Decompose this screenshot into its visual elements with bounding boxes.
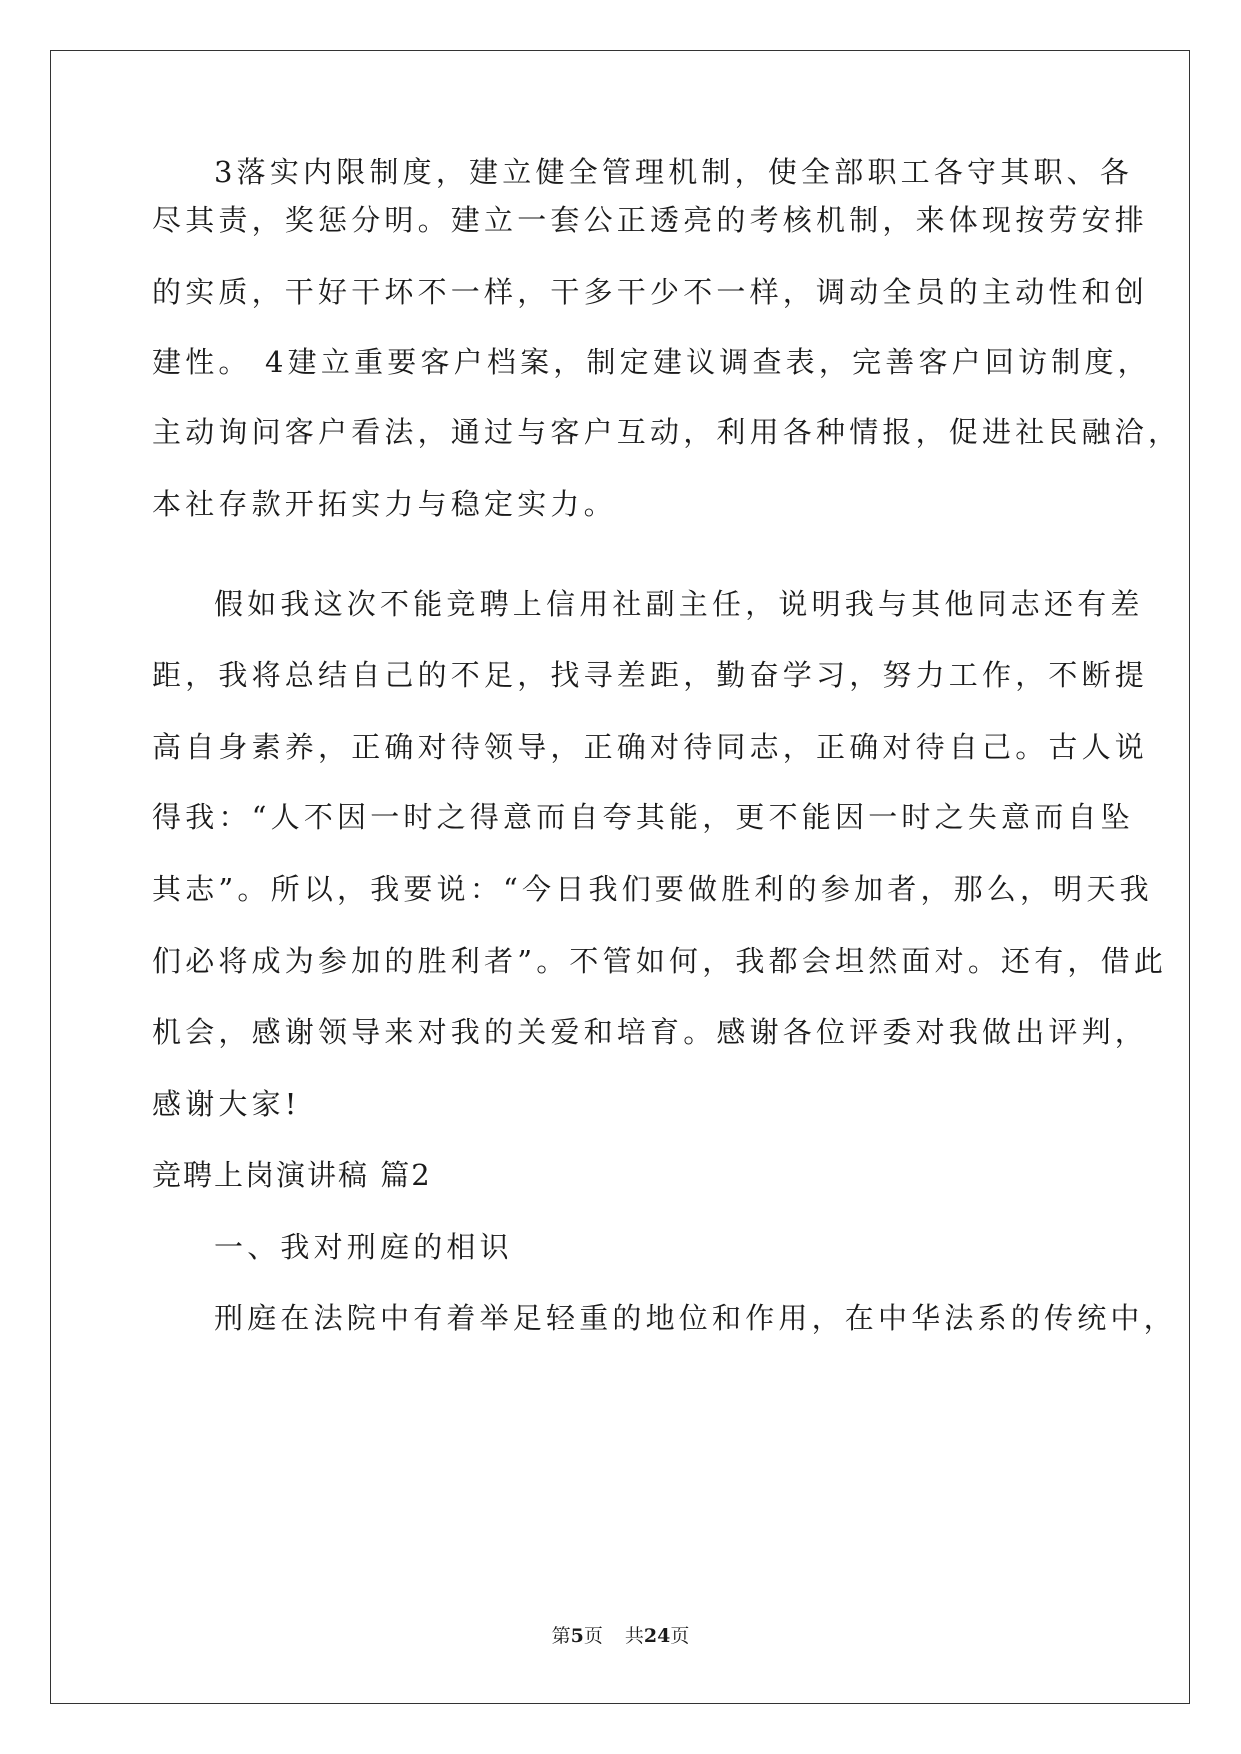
paragraph-line: 机会，感谢领导来对我的关爱和培育。感谢各位评委对我做出评判，: [152, 1015, 1149, 1049]
paragraph-line: 距，我将总结自己的不足，找寻差距，勤奋学习，努力工作，不断提: [152, 658, 1149, 692]
paragraph-line: 其志”。所以，我要说：“今日我们要做胜利的参加者，那么，明天我: [152, 872, 1153, 906]
paragraph-line: 建性。 4建立重要客户档案，制定建议调查表，完善客户回访制度，: [152, 345, 1151, 379]
paragraph-line: 得我：“人不因一时之得意而自夸其能，更不能因一时之失意而自坠: [152, 800, 1134, 834]
paragraph-line: 尽其责，奖惩分明。建立一套公正透亮的考核机制，来体现按劳安排: [152, 203, 1149, 237]
page-footer: [0, 1624, 1241, 1648]
subsection-heading: 一、我对刑庭的相识: [214, 1230, 513, 1264]
paragraph-line: 高自身素养，正确对待领导，正确对待同志，正确对待自己。古人说: [152, 730, 1149, 764]
current-page-number: 5: [570, 1625, 584, 1647]
total-prefix: 共: [624, 1625, 644, 1647]
total-suffix: 页: [670, 1625, 690, 1647]
paragraph-line: 3落实内限制度，建立健全管理机制，使全部职工各守其职、各: [214, 155, 1134, 189]
total-page-number: 24: [643, 1625, 671, 1647]
section-heading: 竞聘上岗演讲稿 篇2: [152, 1158, 432, 1192]
paragraph-line: 感谢大家!: [152, 1087, 301, 1121]
paragraph-line: 刑庭在法院中有着举足轻重的地位和作用，在中华法系的传统中，: [214, 1301, 1177, 1335]
page-prefix: 第: [551, 1625, 571, 1647]
paragraph-line: 主动询问客户看法，通过与客户互动，利用各种情报，促进社民融洽，: [152, 415, 1182, 449]
paragraph-line: 本社存款开拓实力与稳定实力。: [152, 487, 617, 521]
paragraph-line: 的实质，干好干坏不一样，干多干少不一样，调动全员的主动性和创: [152, 275, 1149, 309]
page-suffix: 页: [583, 1625, 603, 1647]
paragraph-line: 假如我这次不能竞聘上信用社副主任，说明我与其他同志还有差: [214, 587, 1144, 621]
paragraph-line: 们必将成为参加的胜利者”。不管如何，我都会坦然面对。还有，借此: [152, 944, 1168, 978]
